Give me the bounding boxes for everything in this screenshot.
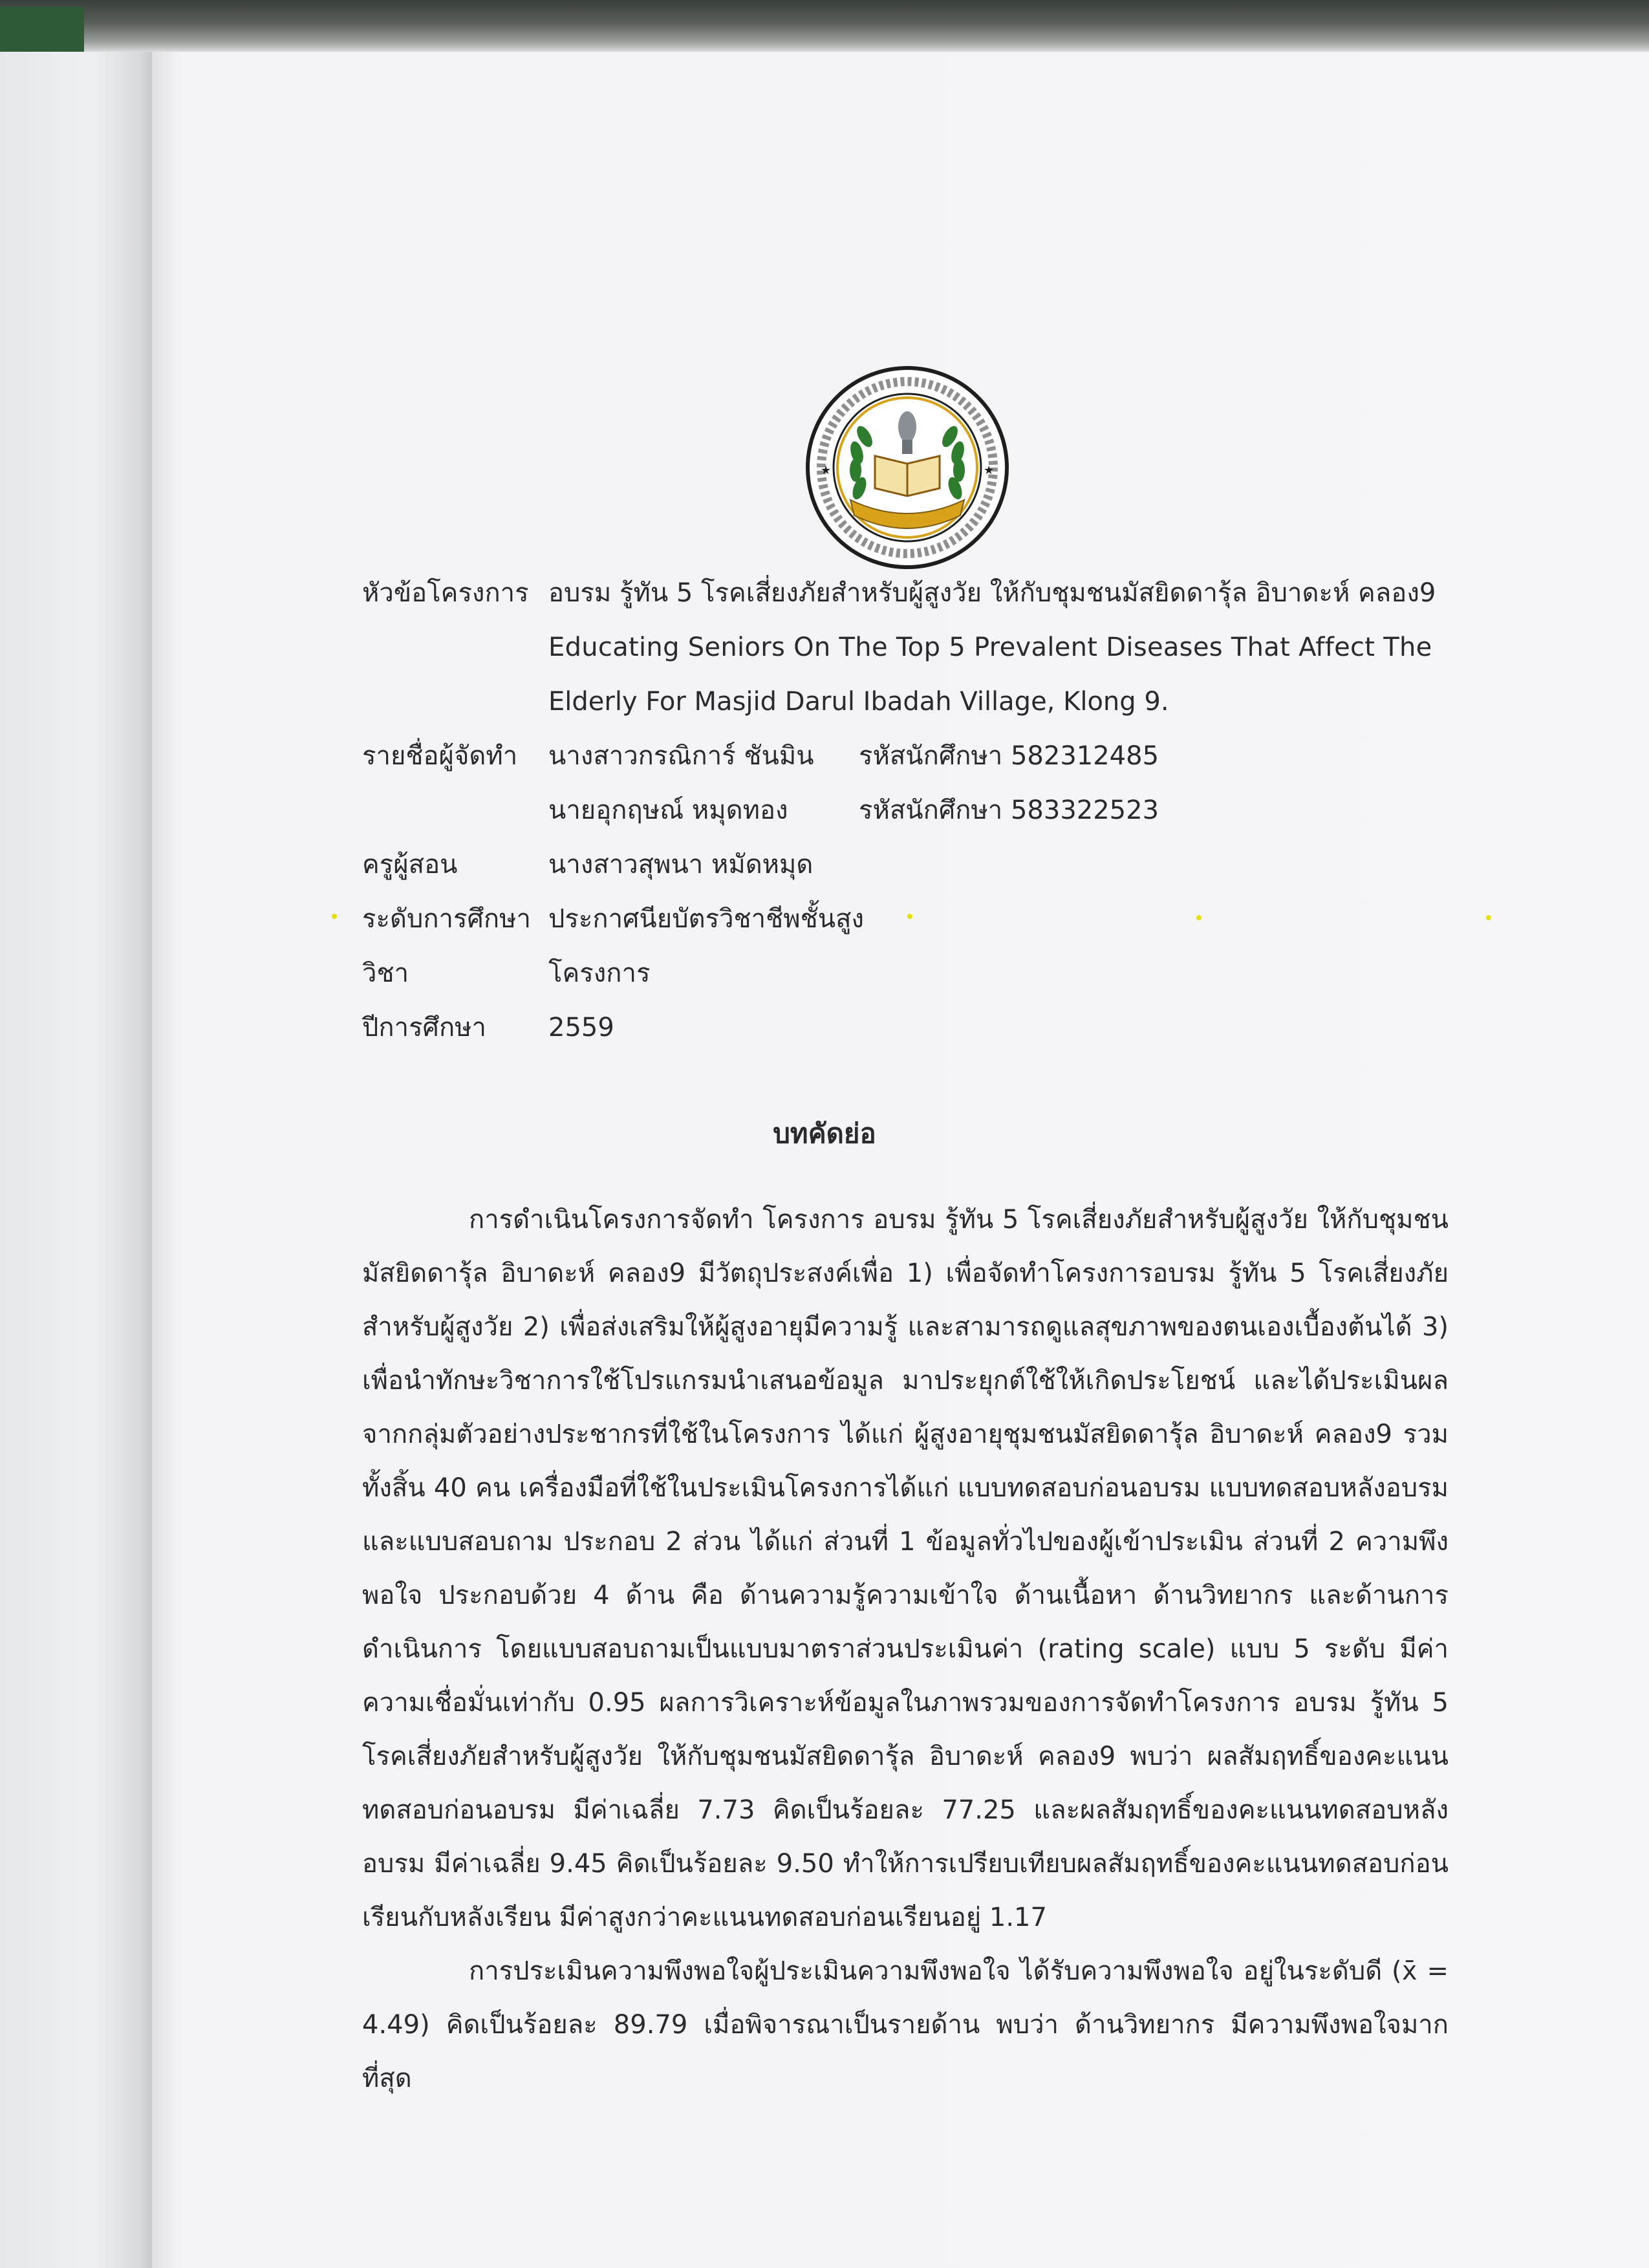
college-seal-logo <box>805 365 1009 570</box>
svg-text:★: ★ <box>984 464 995 477</box>
author-name: นางสาวกรณิการ์ ชันมิน <box>548 741 814 771</box>
education-level: ประกาศนียบัตรวิชาชีพชั้นสูง <box>548 904 865 934</box>
title-label: หัวข้อโครงการ <box>362 578 529 608</box>
mean-symbol: x̄ <box>1401 1956 1417 1986</box>
abstract-paragraph-1: การดำเนินโครงการจัดทำ โครงการ อบรม รู้ทัน 5 โรคเสี่ยงภัยสำหรับผู้สูงวัย ให้กับชุมชนมัสยิดดารุ้ล อิบาดะห์ คลอง9 มีวัตถุประสงค์เพื่อ 1) เพื่อจัดทำโครงการอบรม รู้ทัน 5 โรคเสี่ยงภัยสำหรับผู้สูงวัย 2) เพื่อส่งเสริมให้ผู้สูงอายุมีความรู้ และสามารถดูแลสุขภาพของตนเองเบื้องต้นได้ 3) เพื่อนำทักษะวิชาการใช้โปรแกรมนำเสนอข้อมูล มาประยุกต์ใช้ให้เกิดประโยชน์ และได้ประเมินผลจากกลุ่มตัวอย่างประชากรที่ใช้ในโครงการ ได้แก่ ผู้สูงอายุชุมชนมัสยิดดารุ้ล อิบาดะห์ คลอง9 รวมทั้งสิ้น 40 คน เครื่องมือที่ใช้ในประเมินโครงการได้แก่ แบบทดสอบก่อนอบรม แบบทดสอบหลังอบรมและแบบสอบถาม ประกอบ 2 ส่วน ได้แก่ ส่วนที่ 1 ข้อมูลทั่วไปของผู้เข้าประเมิน ส่วนที่ 2 ความพึงพอใจ ประกอบด้วย 4 ด้าน คือ ด้านความรู้ความเข้าใจ ด้านเนื้อหา ด้านวิทยากร และด้านการดำเนินการ โดยแบบสอบถามเป็นแบบมาตราส่วนประเมินค่า (rating scale) แบบ 5 ระดับ มีค่าความเชื่อมั่นเท่ากับ 0.95 ผลการวิเคราะห์ข้อมูลในภาพรวมของการจัดทำโครงการ อบรม รู้ทัน 5 โรคเสี่ยงภัยสำหรับผู้สูงวัย ให้กับชุมชนมัสยิดดารุ้ล อิบาดะห์ คลอง9 พบว่า ผลสัมฤทธิ์ของคะแนนทดสอบก่อนอบรม มีค่าเฉลี่ย 7.73 คิดเป็นร้อยละ 77.25 และผลสัมฤทธิ์ของคะแนนทดสอบหลังอบรม มีค่าเฉลี่ย 9.45 คิดเป็นร้อยละ 9.50 ทำให้การเปรียบเทียบผลสัมฤทธิ์ของคะแนนทดสอบก่อนเรียนกับหลังเรียน มีค่าสูงกว่าคะแนนทดสอบก่อนเรียนอยู่ 1.17 <box>362 1205 1449 1932</box>
project-info-table <box>362 566 1461 1055</box>
student-id: รหัสนักศึกษา 583322523 <box>859 795 1159 825</box>
teacher-label: ครูผู้สอน <box>362 850 458 880</box>
academic-year: 2559 <box>548 1013 614 1042</box>
title-english-line-2: Elderly For Masjid Darul Ibadah Village, Klong 9. <box>548 687 1169 717</box>
scan-top-edge <box>0 0 1649 52</box>
title-english-line-1: Educating Seniors On The Top 5 Prevalent Diseases That Affect The <box>548 632 1432 662</box>
scan-speck <box>1196 915 1202 920</box>
abstract-paragraph-2 <box>362 1945 1449 2106</box>
title-thai: อบรม รู้ทัน 5 โรคเสี่ยงภัยสำหรับผู้สูงวัย ให้กับชุมชนมัสยิดดารุ้ล อิบาดะห์ คลอง9 <box>548 578 1436 608</box>
info-row-title <box>362 566 1461 729</box>
author-name: นายอุกฤษณ์ หมุดทอง <box>548 795 788 825</box>
paragraph-2-start: การประเมินความพึงพอใจผู้ประเมินความพึงพอใจ ได้รับความพึงพอใจ อยู่ในระดับดี ( <box>469 1956 1402 1986</box>
paragraph-2-end: = 4.49) คิดเป็นร้อยละ 89.79 เมื่อพิจารณาเป็นรายด้าน พบว่า ด้านวิทยากร มีความพึงพอใจมากที่สุด <box>362 1956 1449 2093</box>
author-2 <box>548 783 1461 837</box>
student-id: รหัสนักศึกษา 582312485 <box>859 741 1159 771</box>
scan-speck <box>907 914 912 919</box>
teacher-name: นางสาวสุพนา หมัดหมุด <box>548 850 814 880</box>
subject-value: โครงการ <box>548 958 651 988</box>
info-row-authors <box>362 729 1461 837</box>
subject-label: วิชา <box>362 958 409 988</box>
abstract-heading: บทคัดย่อ <box>773 1118 876 1149</box>
scan-speck <box>1486 915 1491 920</box>
scan-speck <box>332 914 337 919</box>
facing-page <box>0 52 152 2268</box>
abstract-body <box>362 1193 1449 2106</box>
info-row-subject <box>362 946 1461 1000</box>
info-row-level <box>362 892 1461 946</box>
book-cover-corner <box>0 6 84 52</box>
info-row-year <box>362 1000 1461 1055</box>
author-1 <box>548 729 1461 783</box>
level-label: ระดับการศึกษา <box>362 904 531 934</box>
authors-label: รายชื่อผู้จัดทำ <box>362 741 518 771</box>
info-row-teacher <box>362 837 1461 892</box>
year-label: ปีการศึกษา <box>362 1013 486 1042</box>
svg-text:★: ★ <box>821 464 832 477</box>
